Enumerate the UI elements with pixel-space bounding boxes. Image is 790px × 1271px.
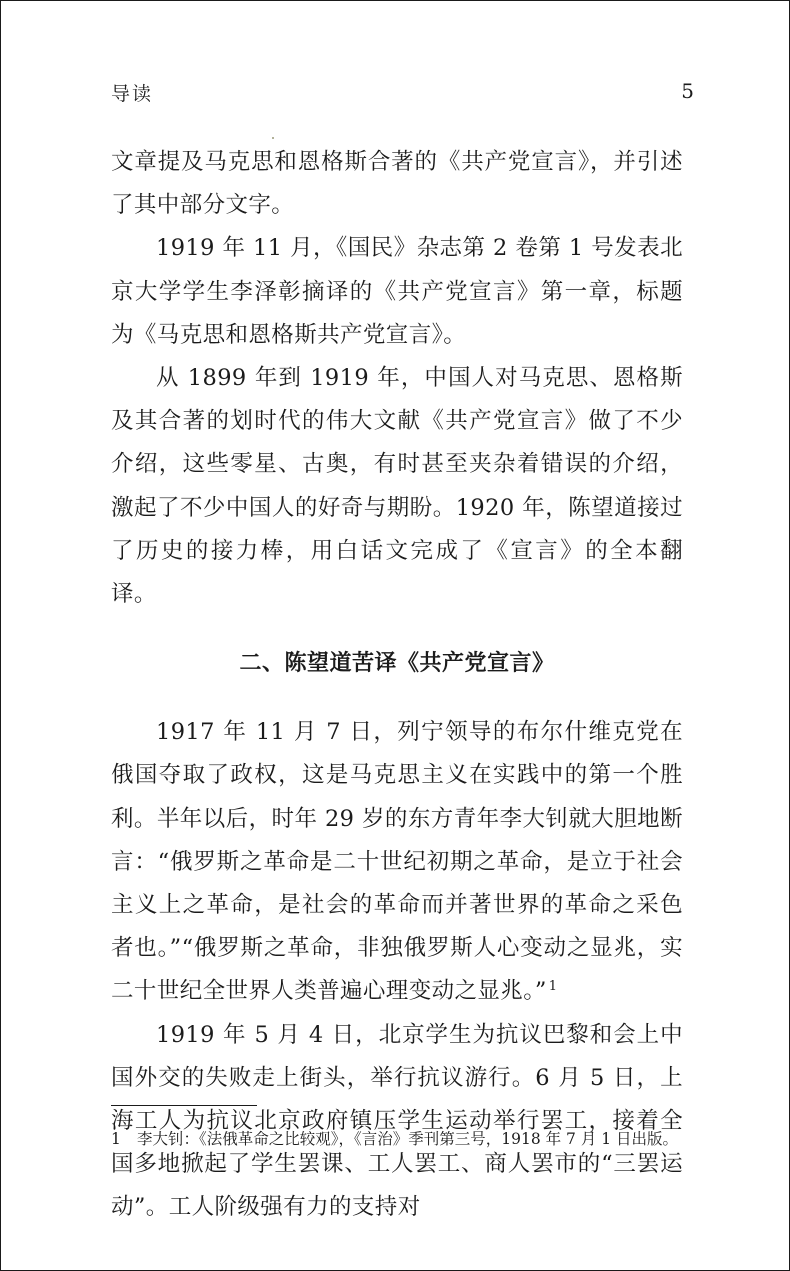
paragraph-continuation: 文章提及马克思和恩格斯合著的《共产党宣言》，并引述了其中部分文字。: [111, 149, 683, 219]
footnote: [111, 1128, 691, 1150]
paragraph-may-fourth: 1919 年 5 月 4 日，北京学生为抗议巴黎和会上中国外交的失败走上街头，举行抗议游行。6 月 5 日，上海工人为抗议北京政府镇压学生运动举行罢工，接着全国多地掀起了学生罢课、工人罢工、商人罢市的“三罢运动”。工人阶级强有力的支持对: [111, 1021, 683, 1221]
footnote-number: 1: [111, 1130, 121, 1148]
section-title: 二、陈望道苦译《共产党宣言》: [239, 651, 555, 677]
paragraph-guomin-magazine: 1919 年 11 月，《国民》杂志第 2 卷第 1 号发表北京大学学生李泽彰摘译的《共产党宣言》第一章，标题为《马克思和恩格斯共产党宣言》。: [111, 235, 683, 348]
paragraph-october-revolution: [111, 711, 683, 1013]
footnote-divider: [111, 1105, 257, 1106]
paper-speck: [272, 137, 274, 139]
running-head: 导读: [111, 83, 154, 105]
footnote-text: 李大钊：《法俄革命之比较观》，《言治》季刊第三号，1918 年 7 月 1 日出版。: [137, 1130, 679, 1148]
paragraph-translation-history: 从 1899 年到 1919 年，中国人对马克思、恩格斯及其合著的划时代的伟大文献《共产党宣言》做了不少介绍，这些零星、古奥，有时甚至夹杂着错误的介绍，激起了不少中国人的好奇与期盼。1920 年，陈望道接过了历史的接力棒，用白话文完成了《宣言》的全本翻译。: [111, 365, 683, 608]
paragraph-october-revolution-text: 1917 年 11 月 7 日，列宁领导的布尔什维克党在俄国夺取了政权，这是马克思主义在实践中的第一个胜利。半年以后，时年 29 岁的东方青年李大钊就大胆地断言：“俄罗斯之革命是二十世纪初期之革命，是立于社会主义上之革命，是社会的革命而并著世界的革命之采色者也。”“俄罗斯之革命，非独俄罗斯人心变动之显兆，实二十世纪全世界人类普遍心理变动之显兆。”: [111, 719, 683, 1005]
page-number: 5: [681, 79, 694, 103]
footnote-reference[interactable]: 1: [548, 978, 558, 994]
page-body: [111, 141, 683, 1230]
